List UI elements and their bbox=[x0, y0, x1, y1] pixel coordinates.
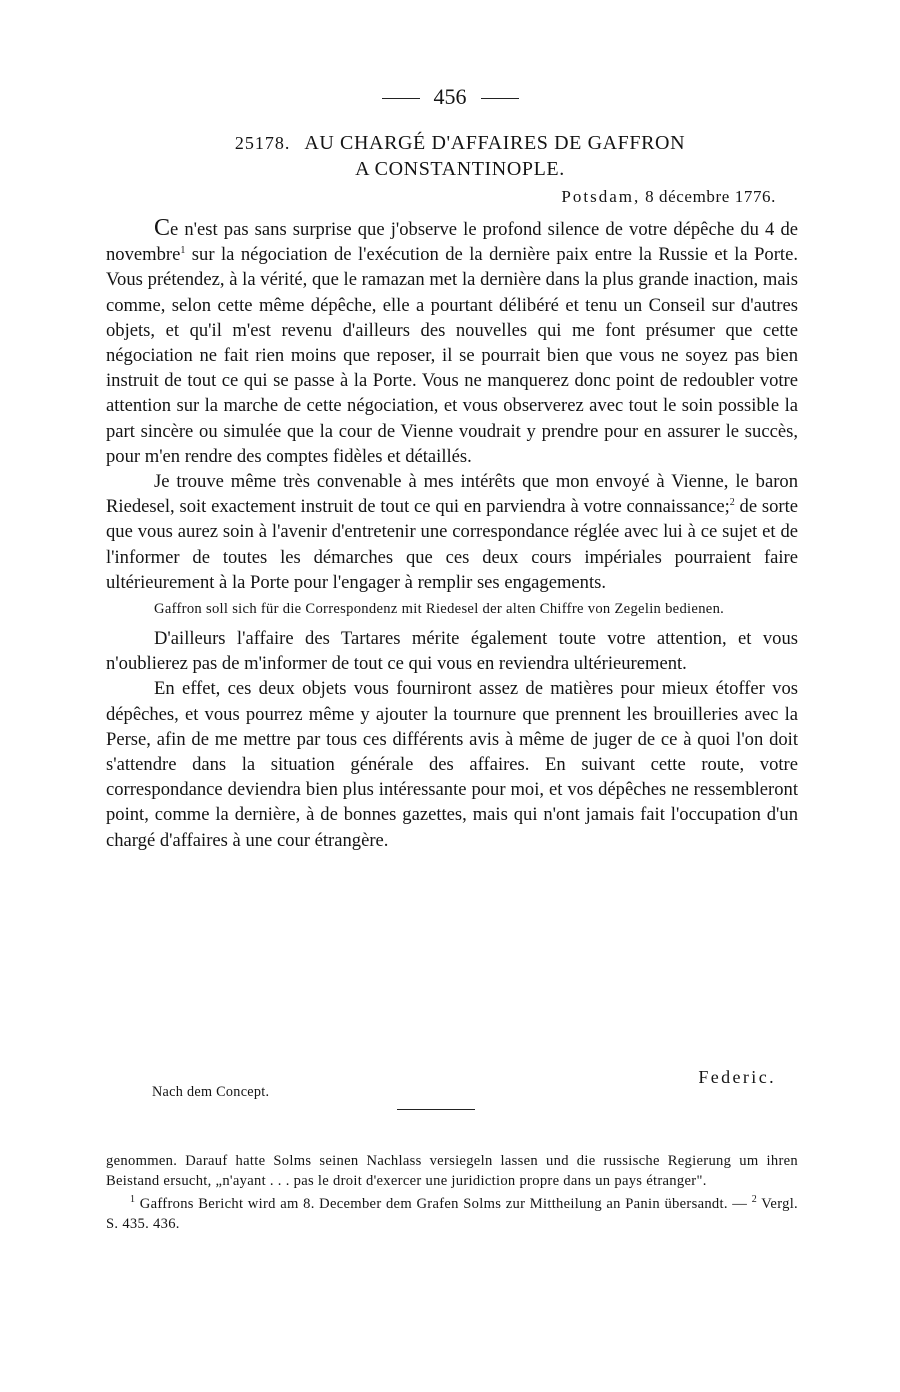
source-note: Nach dem Concept. bbox=[152, 1084, 270, 1100]
right-dash-rule bbox=[481, 98, 519, 99]
paragraph-2-rest: de sorte que vous aurez soin à l'avenir d'entretenir une correspondance réglée avec lui à ce sujet et de l'informer de toutes les démarches que ces deux cours impériales pourraient faire ultérieurement à la Porte pour l'engager à remplir ses engagements. bbox=[106, 496, 799, 593]
page-number: 456 bbox=[433, 84, 467, 109]
paragraph-4: En effet, ces deux objets vous fourniront assez de matières pour mieux étoffer vos dépêches, et vous pourrez même y ajouter la tournure que prennent les brouilleries avec la Perse, afin de me mettre par tous ces différents avis à même de juger de ce à quoi l'on doit s'attendre dans la situation générale des affaires. En suivant cette route, votre correspondance deviendra bien plus intéressante pour moi, et vos dépêches ne ressembleront point, comme la dernière, à de bonnes gazettes, mais qui n'ont jamais fait l'occupation d'un chargé d'affaires à une cour étrangère. bbox=[106, 678, 798, 851]
paragraph-1-start: Ce n'est pas sans surprise que j'observe le profond silence de votre dépêche du 4 de novembre bbox=[106, 215, 798, 266]
paragraph-2 bbox=[106, 469, 798, 595]
footnote-ref-1: 1 bbox=[180, 245, 186, 257]
heading-line-2: A CONSTANTINOPLE. bbox=[355, 158, 565, 180]
footnote-2-marker: 2 bbox=[751, 1194, 757, 1206]
heading-title: AU CHARGÉ D'AFFAIRES DE GAFFRON bbox=[304, 132, 686, 154]
paragraph-2-start: Je trouve même très convenable à mes intérêts que mon envoyé à Vienne, le baron Riedesel, soit exactement instruit de tout ce qui en parviendra à votre connaissance; bbox=[106, 471, 798, 518]
editorial-note: Gaffron soll sich für die Correspondenz mit Riedesel der alten Chiffre von Zegelin bedienen. bbox=[154, 601, 725, 618]
footnote-1-and-2 bbox=[106, 1195, 798, 1234]
letter-heading bbox=[100, 130, 820, 182]
page-header bbox=[0, 84, 900, 110]
dateline bbox=[561, 187, 776, 207]
footnotes bbox=[106, 1152, 798, 1238]
signature: Federic. bbox=[698, 1067, 776, 1087]
footnote-1-marker: 1 bbox=[130, 1194, 136, 1206]
left-dash-rule bbox=[382, 98, 420, 99]
paragraph-1-rest: sur la négociation de l'exécution de la dernière paix entre la Russie et la Porte. Vous prétendez, à la vérité, que le ramazan met la dernière dans la plus grande inaction, mais comme, selon cette même dépêche, elle a pourtant délibéré et tenu un Conseil sur d'autres objets, et qu'il m'est revenu d'ailleurs des nouvelles qui me font présumer que cette négociation ne fait rien moins que reposer, il se pourrait bien que vous ne soyez pas bien instruit de tout ce qui se passe à la Porte. Vous ne manquerez donc point de redoubler votre attention sur la marche de cette négociation, et vous observerez avec tout le soin possible la part sincère ou simulée que la cour de Vienne voudrait y prendre pour en assurer le succès, pour m'en rendre des comptes fidèles et détaillés. bbox=[106, 244, 798, 467]
dateline-place: Potsdam, bbox=[561, 187, 641, 206]
letter-body bbox=[106, 216, 798, 853]
footnote-continuation: genommen. Darauf hatte Solms seinen Nachlass versiegeln lassen und die russische Regierung um ihren Beistand ersucht, „n'ayant . . . pas le droit d'exercer une juridiction propre dans un pays étranger". bbox=[106, 1153, 798, 1189]
paragraph-1 bbox=[106, 216, 798, 469]
footnote-2-text: Vergl. S. 435. 436. bbox=[106, 1196, 799, 1232]
paragraph-3: D'ailleurs l'affaire des Tartares mérite également toute votre attention, et vous n'oublierez pas de m'informer de tout ce qui vous en reviendra ultérieurement. bbox=[106, 628, 798, 675]
letter-number: 25178. bbox=[234, 133, 291, 153]
footnote-ref-2: 2 bbox=[729, 497, 735, 509]
footnote-1-text: Gaffrons Bericht wird am 8. December dem Grafen Solms zur Mittheilung an Panin übersandt. — bbox=[135, 1196, 752, 1213]
footnote-separator-rule bbox=[397, 1109, 475, 1110]
heading-line-1 bbox=[100, 130, 820, 156]
dateline-date: 8 décembre 1776. bbox=[645, 187, 776, 206]
